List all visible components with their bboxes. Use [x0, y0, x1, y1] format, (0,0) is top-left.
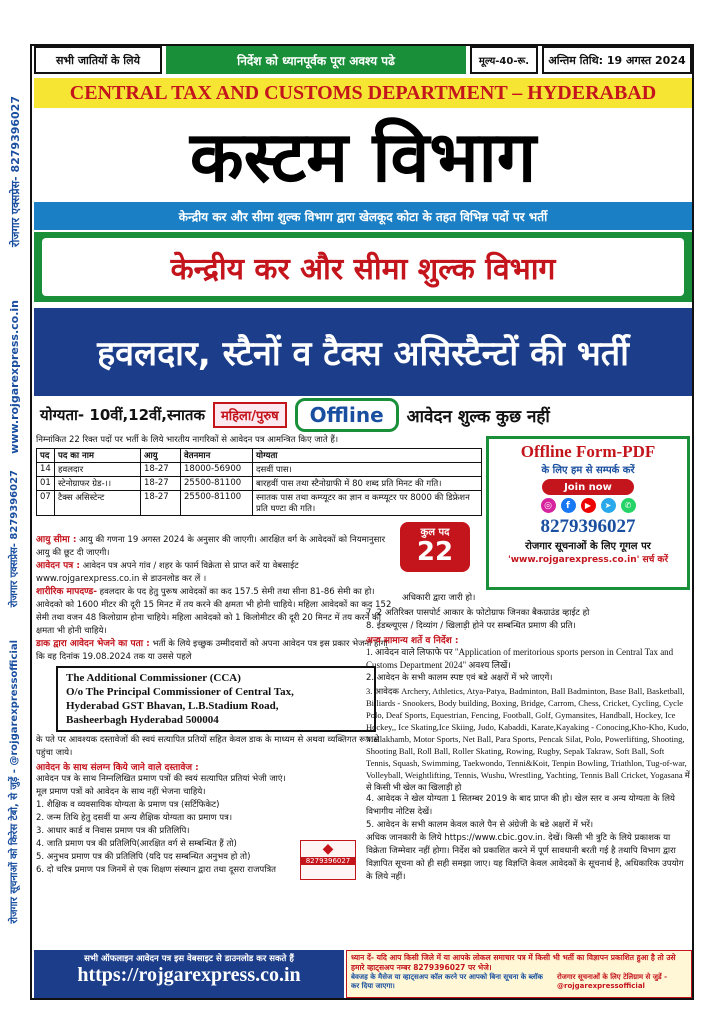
physical-heading: शारीरिक मापदण्ड- — [36, 587, 97, 597]
th-age: आयु — [141, 449, 181, 463]
footer-right — [346, 950, 692, 998]
total-number: 22 — [416, 537, 454, 567]
note-4: 4. आवेदक ने खेल योग्यता 1 सितम्बर 2019 के बाद प्राप्त की हो। खेल स्तर व अन्य योग्यता के लिये विभागीय नोटिस देखें। — [366, 794, 675, 817]
posts-title: हवलदार, स्टैनों व टैक्स असिस्टैन्टों की भर्ती — [34, 308, 692, 396]
footer-warning: बेवजह के मैसेज या व्हाट्सअप कॉल करने पर आपको बिना सूचना के ब्लॉक कर दिया जाएगा। — [351, 973, 543, 990]
cell: दसवीं पास। — [253, 463, 482, 477]
footer-download-text: सभी ऑफलाइन आवेदन पत्र इस वेबसाइट से डाउनलोड कर सकते हैं — [84, 954, 294, 964]
total-posts-badge — [400, 522, 470, 572]
top-bar — [34, 46, 692, 74]
dept-english: CENTRAL TAX AND CUSTOMS DEPARTMENT – HYDERABAD — [34, 78, 692, 108]
note-3: 3. आवेदक Archery, Athletics, Atya-Patya, Badminton, Ball Badminton, Base Ball, Basketball, Billiards - Snookers, Body building, Boxing, Bridge, Carrom, Chess, Cricket, Cycling, Cycle Polo, Deaf Sports, Equestrian, Fencing, Football, Golf, Gymansites, Handball, Hockey, Ice Hockey,, Ice Skating,Ice Skiing, Judo, Kabaddi, Karate,Kayaking - Conocing,Kho-Kho, Kudo, Mallakhamb, Motor Sports, Net Ball, Para Sports, Pencak Silat, Polo, Powerlifting, Shooting, Shooting Ball, Roll Ball, Roller Skating, Rowing, Rugby, Sepak Takraw, Soft Ball, Soft Tennis, Squash, Swimming, Taekwondo, Tenni&Koit, Tenpin Bowling, Triathlon, Tug-of-war, Volleyball, Weightlifting, Tennis, Wushu, Wrestling, Yachting, Tennis Ball Cricket, Yogasana में से किसी भी खेल का खिलाड़ी हो — [366, 686, 690, 792]
cell: 18-27 — [141, 463, 181, 477]
age-heading: आयु सीमा : — [36, 535, 77, 545]
footer-note: ध्यान दें- यदि आप किसी जिले में या आपके लोकल समाचार पत्र में किसी भी भर्ती का विज्ञापन प्रकाशित हुआ है तो उसे हमारे व्हाट्सअप नम्बर 8279396027 पर भेजे। — [351, 953, 676, 972]
big-title: कस्टम विभाग — [189, 116, 537, 198]
note-2: 2. आवेदन के सभी कालम स्पष्ट एवं बडे अक्षरों में भरे जाएगें। — [366, 673, 553, 683]
cell: 18-27 — [141, 477, 181, 491]
cell: 01 — [37, 477, 55, 491]
docs-text-2: मूल प्रमाण पत्रों को आवेदन के साथ नहीं भेजना चाहिये। — [36, 787, 206, 797]
table-row — [37, 463, 482, 477]
qualification: योग्यता- 10वीं,12वीं,स्नातक — [40, 406, 205, 424]
subtitle-banner: केन्द्रीय कर और सीमा शुल्क विभाग द्वारा खेलकूद कोटा के तहत विभिन्न पदों पर भर्ती — [34, 202, 692, 230]
footer-url-link[interactable]: https://rojgarexpress.co.in — [77, 964, 301, 986]
item-8: 8. ईडब्ल्यूएस / दिव्यांग / खिलाड़ी होने पर सम्बन्धित प्रमाण की प्रति। — [366, 621, 576, 631]
caste-box: सभी जातियों के लिये — [34, 46, 162, 74]
doc-item: 1. शैक्षिक व व्यवसायिक योग्यता के प्रमाण पत्र (सर्टिफिकेट) — [36, 800, 220, 810]
ad-site: 'www.rojgarexpress.co.in' सर्च करें — [507, 555, 669, 565]
cell: स्टेनोग्राफर ग्रेड-।। — [55, 477, 141, 491]
total-label: कुल पद — [420, 527, 450, 538]
facebook-icon[interactable]: f — [561, 498, 576, 513]
form-text: आवेदन पत्र अपने गांव / शहर के फार्म विक्रेता से प्राप्त करें या वेबसाईट www.rojgarexpress.co.in से डाउनलोड कर लें । — [36, 561, 299, 584]
address-line: Basheerbagh Hyderabad 500004 — [66, 714, 219, 726]
social-icons — [489, 498, 687, 513]
address-line: The Additional Commissioner (CCA) — [66, 672, 241, 684]
right-column — [366, 592, 690, 884]
cell: 18000-56900 — [181, 463, 253, 477]
physical-text: हवलदार के पद हेतु पुरूष आवेदकों का कद 157.5 सेमी तथा सीना 81-86 सेमी का हो। आवेदको को 1600 मीटर की दूरी 15 मिनट में तय करने की क्षमता भी होनी चाहिये। महिला आवेदकों का कद 152 सेमी तथा वजन 48 किलोग्राम होना चाहिये। महिला आवेदको को 1 किलोमीटर की दूरी 20 मिनट में तय करने की क्षमता भी होनी चाहिये। — [36, 587, 392, 636]
telegram-icon[interactable]: ➤ — [601, 498, 616, 513]
th-count: पद — [37, 449, 55, 463]
ad-box — [486, 436, 690, 590]
after-address: के पते पर आवश्यक दस्तावेजों की स्वयं सत्यापित प्रतियों सहित केवल डाक के माध्यम से अथवा व्यक्तिगत रूप से पहुंचा जाये। — [36, 735, 380, 758]
dept-hindi-band — [34, 232, 692, 302]
cell: टैक्स असिस्टेन्ट — [55, 491, 141, 516]
side-url: www.rojgarexpress.co.in — [8, 300, 21, 454]
table-row — [37, 491, 482, 516]
gender-badge: महिला/पुरुष — [213, 402, 287, 428]
side-phone-mid: रोजगार एक्सप्रेस- 8279396027 — [9, 470, 20, 608]
note-5: 5. आवेदन के सभी कालम केवल काले पैन से अंग्रेजी के बडे अक्षरों में भरें। — [366, 820, 594, 830]
note-1: 1. आवेदन वाले लिफाफे पर "Application of meritorious sports person in Central Tax and Customs Department 2024" अवश्य लिखें। — [366, 647, 674, 670]
post-text: भर्ती के लिये इच्छुक उम्मीदवारों को अपना आवेदन पत्र इस प्रकार भेजना होगा कि वह दिनांक 19.08.2024 तक या उससे पहले — [36, 639, 388, 662]
logo-phone: 8279396027 — [301, 857, 355, 865]
footer-left — [34, 950, 344, 998]
logo-mark: ◆ — [322, 841, 334, 857]
cell: बारहवीं पास तथा स्टैनोग्राफी में 80 शब्द प्रति मिनट की गति। — [253, 477, 482, 491]
doc-item: 2. जन्म तिथि हेतु दसवीं या अन्य शैक्षिक योग्यता का प्रमाण पत्र। — [36, 813, 233, 823]
dept-hindi: केन्द्रीय कर और सीमा शुल्क विभाग — [42, 238, 684, 296]
age-text: आयु की गणना 19 अगस्त 2024 के अनुसार की जाएगी। आरक्षित वर्ग के आवेदकों को नियमानुसार आयु की छूट दी जाएगी। — [36, 535, 386, 558]
side-instagram: रोजगार सूचनाओं को किरेस टेबो, से जुड़ें - @rojgarexpressofficial — [9, 640, 20, 924]
qual-row — [34, 398, 692, 432]
address-box — [56, 666, 376, 732]
side-phone-top: रोजगार एक्सप्रेस- 8279396027 — [9, 96, 22, 247]
ad-google: रोजगार सूचनाओं के लिए गूगल पर — [525, 541, 651, 552]
cell: स्नातक पास तथा कम्प्यूटर का ज्ञान व कम्प्यूटर पर 8000 की डिफ्रेशन प्रति घण्टा की गति। — [253, 491, 482, 516]
post-heading: डाक द्वारा आवेदन भेजने का पता : — [36, 639, 150, 649]
docs-heading: आवेदन के साथ संलग्न किये जाने वाले दस्तावेज : — [36, 763, 199, 773]
posts-table — [36, 448, 482, 516]
doc-item: 5. अनुभव प्रमाण पत्र की प्रतिलिपि (यदि पद सम्बन्धित अनुभव हो तो) — [36, 852, 251, 862]
youtube-icon[interactable]: ▶ — [581, 498, 596, 513]
ad-title: Offline Form-PDF — [520, 442, 656, 461]
doc-item: 3. आधार कार्ड व निवास प्रमाण पत्र की प्रतिलिपि। — [36, 826, 190, 836]
instagram-icon[interactable]: ◎ — [541, 498, 556, 513]
form-heading: आवेदन पत्र : — [36, 561, 80, 571]
whatsapp-icon[interactable]: ✆ — [621, 498, 636, 513]
address-line: Hyderabad GST Bhavan, L.B.Stadium Road, — [66, 700, 279, 712]
intro-text: निम्नांकित 22 रिक्त पदों पर भर्ती के लिये भारतीय नागरिकों से आवेदन पत्र आमन्त्रित किए जाते हैं। — [36, 435, 339, 445]
docs-text-1: आवेदन पत्र के साथ निम्नलिखित प्रमाण पत्रों की स्वयं सत्यापित प्रतियां भेजी जाएं। — [36, 774, 286, 784]
table-row — [37, 477, 482, 491]
cell: 25500-81100 — [181, 477, 253, 491]
left-column — [36, 534, 396, 877]
th-post: पद का नाम — [55, 449, 141, 463]
join-now-button[interactable]: Join now — [542, 479, 634, 495]
fee-text: आवेदन शुल्क कुछ नहीं — [406, 406, 550, 427]
cell: 14 — [37, 463, 55, 477]
footer-telegram: रोजगार सूचनाओं के लिए टेलिग्राम से जुडें - @rojgarexpressofficial — [557, 973, 667, 990]
mode-badge: Offline — [295, 398, 399, 432]
th-pay: वेतनमान — [181, 449, 253, 463]
doc-item: 4. जाति प्रमाण पत्र की प्रतिलिपि(आरक्षित वर्ग से सम्बन्धित हैं तो) — [36, 839, 237, 849]
doc-item: 6. दो चरित्र प्रमाण पत्र जिनमें से एक शिक्षण संस्थान द्वारा तथा दूसरा राजपत्रित — [36, 865, 276, 875]
item-7: 7. 2 अतिरिक्त पासपोर्ट आकार के फोटोग्राफ जिनका बैकग्राउंड व्हाईट हो — [366, 608, 590, 618]
more-info: अधिक जानकारी के लिये https://www.cbic.gov.in. देखें। किसी भी त्रुटि के लिये प्रकाशक या विक्रेता जिम्मेवार नहीं होगा। निर्देश को प्रकाशित करने में पूर्ण सावधानी बरती गई है तथापि विभाग द्वारा विज्ञापित सूचना को ही सही समझा जाए। यह विज्ञप्ति केवल आवेदकों के सूचनार्थ है, अधिकारिक उपयोग के लिये नहीं। — [366, 833, 684, 882]
cont-text: अधिकारी द्वारा जारी हो। — [402, 593, 476, 603]
address-line: O/o The Principal Commissioner of Central Tax, — [66, 686, 294, 698]
cell: हवलदार — [55, 463, 141, 477]
other-heading: अन्य सामान्य शर्ते व निर्देश : — [366, 636, 459, 646]
ad-phone: 8279396027 — [540, 516, 636, 537]
cell: 07 — [37, 491, 55, 516]
publisher-logo — [300, 840, 356, 880]
last-date-box: अन्तिम तिथि: 19 अगस्त 2024 — [542, 46, 692, 74]
th-qual: योग्यता — [253, 449, 482, 463]
cell: 18-27 — [141, 491, 181, 516]
cell: 25500-81100 — [181, 491, 253, 516]
price-box: मूल्य-40-रू. — [470, 46, 538, 74]
ad-sub: के लिए हम से सम्पर्क करें — [541, 465, 635, 476]
instruction-banner: निर्देश को ध्यानपूर्वक पूरा अवश्य पढे — [166, 46, 466, 74]
